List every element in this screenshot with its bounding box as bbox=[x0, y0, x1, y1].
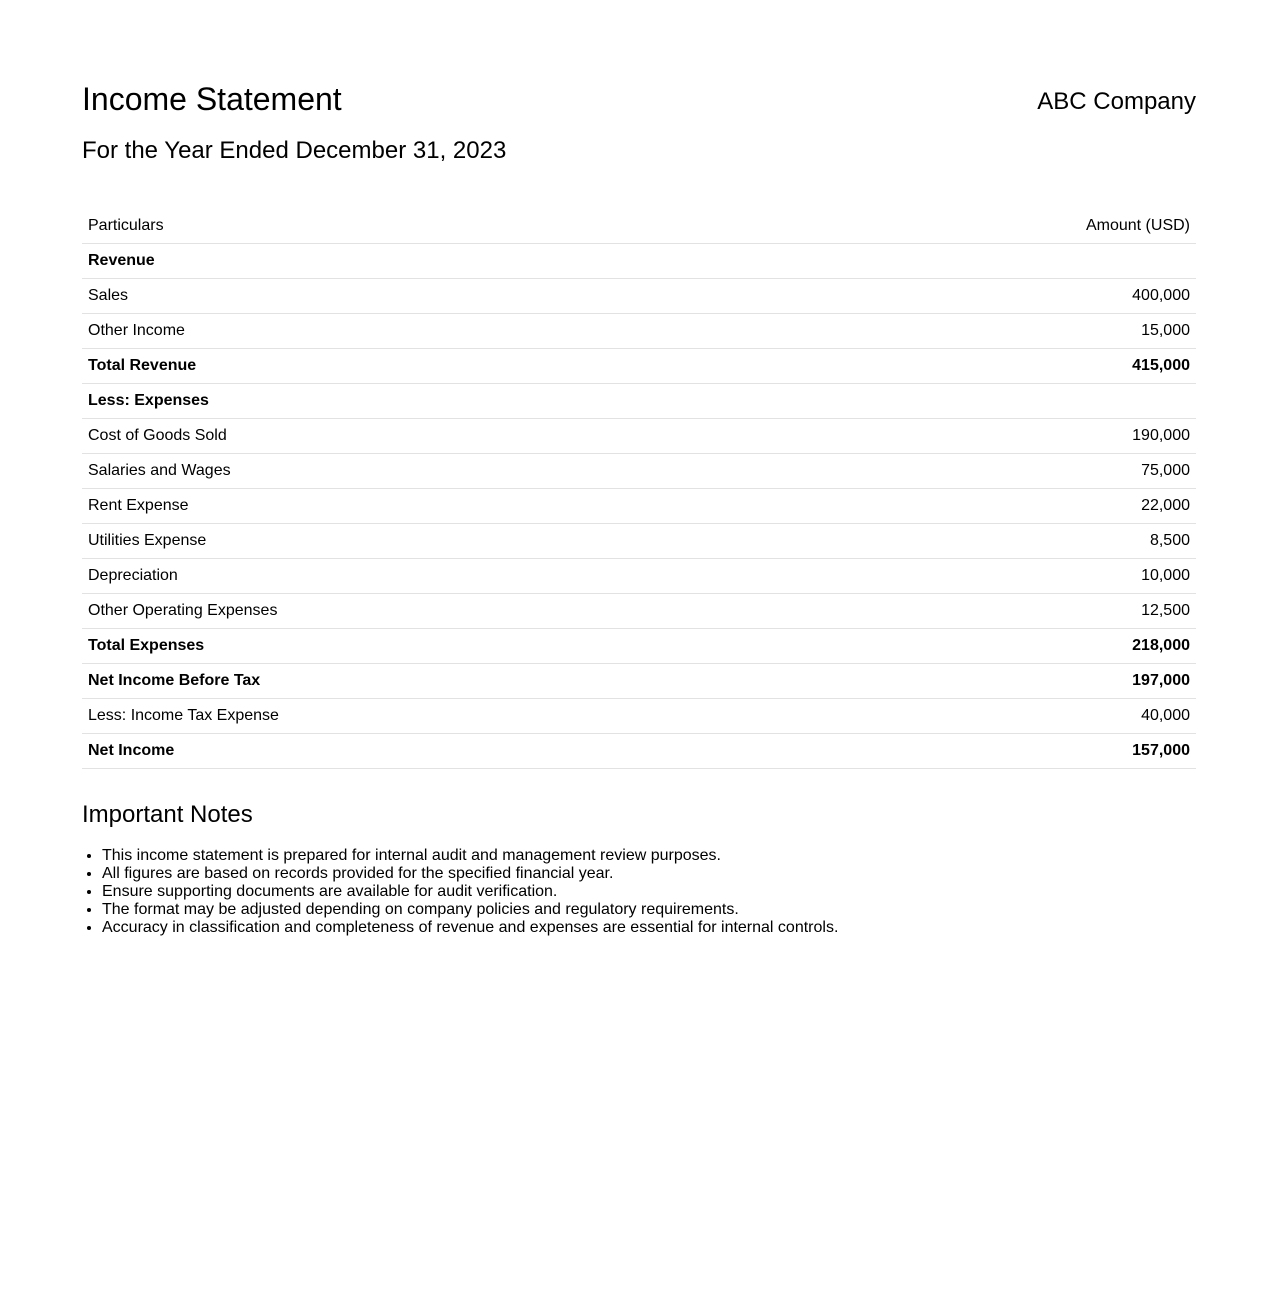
column-header-particulars: Particulars bbox=[82, 209, 791, 244]
row-amount bbox=[791, 244, 1196, 279]
row-amount: 12,500 bbox=[791, 594, 1196, 629]
list-item: • Ensure supporting documents are available for audit verification. bbox=[102, 883, 838, 901]
table-row bbox=[82, 384, 1196, 419]
row-amount: 8,500 bbox=[791, 524, 1196, 559]
row-label: Other Income bbox=[82, 314, 791, 349]
table-row bbox=[82, 699, 1196, 734]
row-amount: 197,000 bbox=[791, 664, 1196, 699]
row-label: Revenue bbox=[82, 244, 791, 279]
row-amount: 190,000 bbox=[791, 419, 1196, 454]
row-label: Total Expenses bbox=[82, 629, 791, 664]
row-label: Less: Expenses bbox=[82, 384, 791, 419]
row-label: Total Revenue bbox=[82, 349, 791, 384]
row-label: Utilities Expense bbox=[82, 524, 791, 559]
row-label: Salaries and Wages bbox=[82, 454, 791, 489]
table-row bbox=[82, 559, 1196, 594]
column-header-amount: Amount (USD) bbox=[791, 209, 1196, 244]
row-amount: 15,000 bbox=[791, 314, 1196, 349]
row-amount: 40,000 bbox=[791, 699, 1196, 734]
table-body bbox=[82, 244, 1196, 769]
statement-period: For the Year Ended December 31, 2023 bbox=[82, 137, 507, 164]
table-row bbox=[82, 279, 1196, 314]
table-row bbox=[82, 524, 1196, 559]
row-label: Rent Expense bbox=[82, 489, 791, 524]
table-row bbox=[82, 629, 1196, 664]
table-header-row bbox=[82, 209, 1196, 244]
row-label: Cost of Goods Sold bbox=[82, 419, 791, 454]
row-amount: 22,000 bbox=[791, 489, 1196, 524]
list-item: • All figures are based on records provided for the specified financial year. bbox=[102, 865, 838, 883]
table-row bbox=[82, 244, 1196, 279]
row-label: Net Income bbox=[82, 734, 791, 769]
row-label: Sales bbox=[82, 279, 791, 314]
row-amount: 400,000 bbox=[791, 279, 1196, 314]
row-label: Depreciation bbox=[82, 559, 791, 594]
row-amount: 415,000 bbox=[791, 349, 1196, 384]
company-name: ABC Company bbox=[1037, 88, 1196, 115]
row-label: Less: Income Tax Expense bbox=[82, 699, 791, 734]
row-amount bbox=[791, 384, 1196, 419]
table-row bbox=[82, 664, 1196, 699]
table-row bbox=[82, 734, 1196, 769]
notes-title: Important Notes bbox=[82, 801, 253, 828]
notes-list bbox=[82, 847, 838, 937]
table-row bbox=[82, 314, 1196, 349]
income-statement-table bbox=[82, 209, 1196, 769]
page-title: Income Statement bbox=[82, 81, 342, 117]
row-amount: 10,000 bbox=[791, 559, 1196, 594]
table-row bbox=[82, 489, 1196, 524]
list-item: • Accuracy in classification and completeness of revenue and expenses are essential for internal controls. bbox=[102, 919, 838, 937]
row-amount: 157,000 bbox=[791, 734, 1196, 769]
row-amount: 75,000 bbox=[791, 454, 1196, 489]
table-row bbox=[82, 419, 1196, 454]
table-row bbox=[82, 349, 1196, 384]
row-label: Net Income Before Tax bbox=[82, 664, 791, 699]
table-row bbox=[82, 594, 1196, 629]
statement-header bbox=[82, 0, 1196, 190]
row-amount: 218,000 bbox=[791, 629, 1196, 664]
row-label: Other Operating Expenses bbox=[82, 594, 791, 629]
list-item: • This income statement is prepared for internal audit and management review purposes. bbox=[102, 847, 838, 865]
table-row bbox=[82, 454, 1196, 489]
list-item: • The format may be adjusted depending on company policies and regulatory requirements. bbox=[102, 901, 838, 919]
